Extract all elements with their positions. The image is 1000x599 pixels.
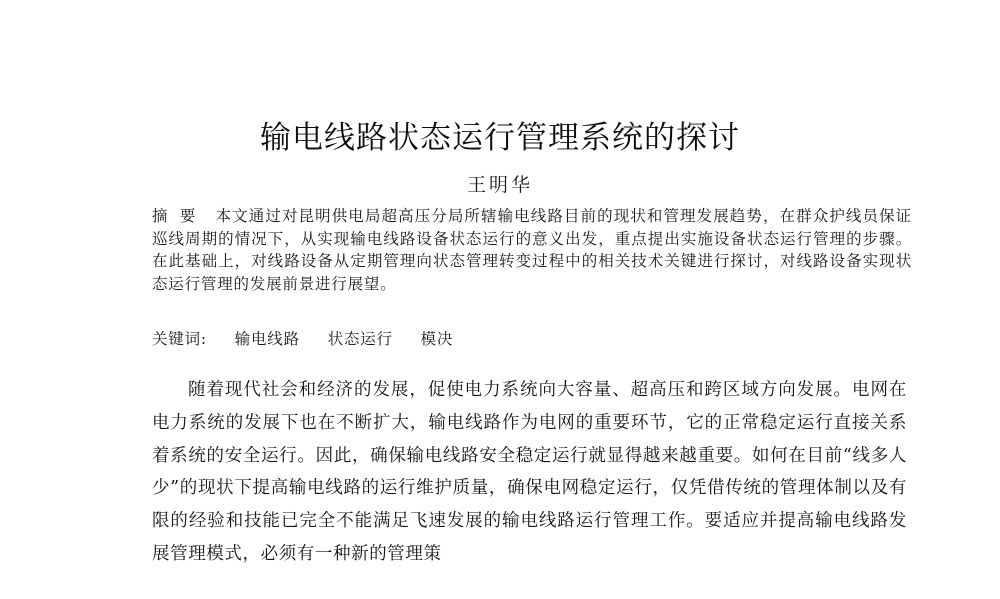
keyword-item: 状态运行 bbox=[327, 330, 393, 348]
abstract bbox=[152, 205, 912, 295]
keywords-label: 关键词: bbox=[152, 330, 207, 348]
keywords bbox=[152, 328, 912, 350]
keyword-item: 输电线路 bbox=[234, 330, 300, 348]
abstract-label: 摘要 bbox=[152, 207, 208, 225]
paper-title: 输电线路状态运行管理系统的探讨 bbox=[260, 120, 740, 156]
body-paragraph: 随着现代社会和经济的发展，促使电力系统向大容量、超高压和跨区域方向发展。电网在电力系统的发展下也在不断扩大，输电线路作为电网的重要环节，它的正常稳定运行直接关系着系统的安全运行。因此，确保输电线路安全稳定运行就显得越来越重要。如何在目前“线多人少”的现状下提高输电线路的运行维护质量，确保电网稳定运行，仅凭借传统的管理体制以及有限的经验和技能已完全不能满足飞速发展的输电线路运行管理工作。要适应并提高输电线路发展管理模式，必须有一种新的管理策 bbox=[152, 380, 907, 564]
abstract-text: 本文通过对昆明供电局超高压分局所辖输电线路目前的现状和管理发展趋势，在群众护线员保证巡线周期的情况下，从实现输电线路设备状态运行的意义出发，重点提出实施设备状态运行管理的步骤。在此基础上，对线路设备从定期管理向状态管理转变过程中的相关技术关键进行探讨，对线路设备实现状态运行管理的发展前景进行展望。 bbox=[152, 207, 912, 293]
keyword-item: 模决 bbox=[420, 330, 454, 348]
author-name: 王明华 bbox=[466, 174, 533, 196]
